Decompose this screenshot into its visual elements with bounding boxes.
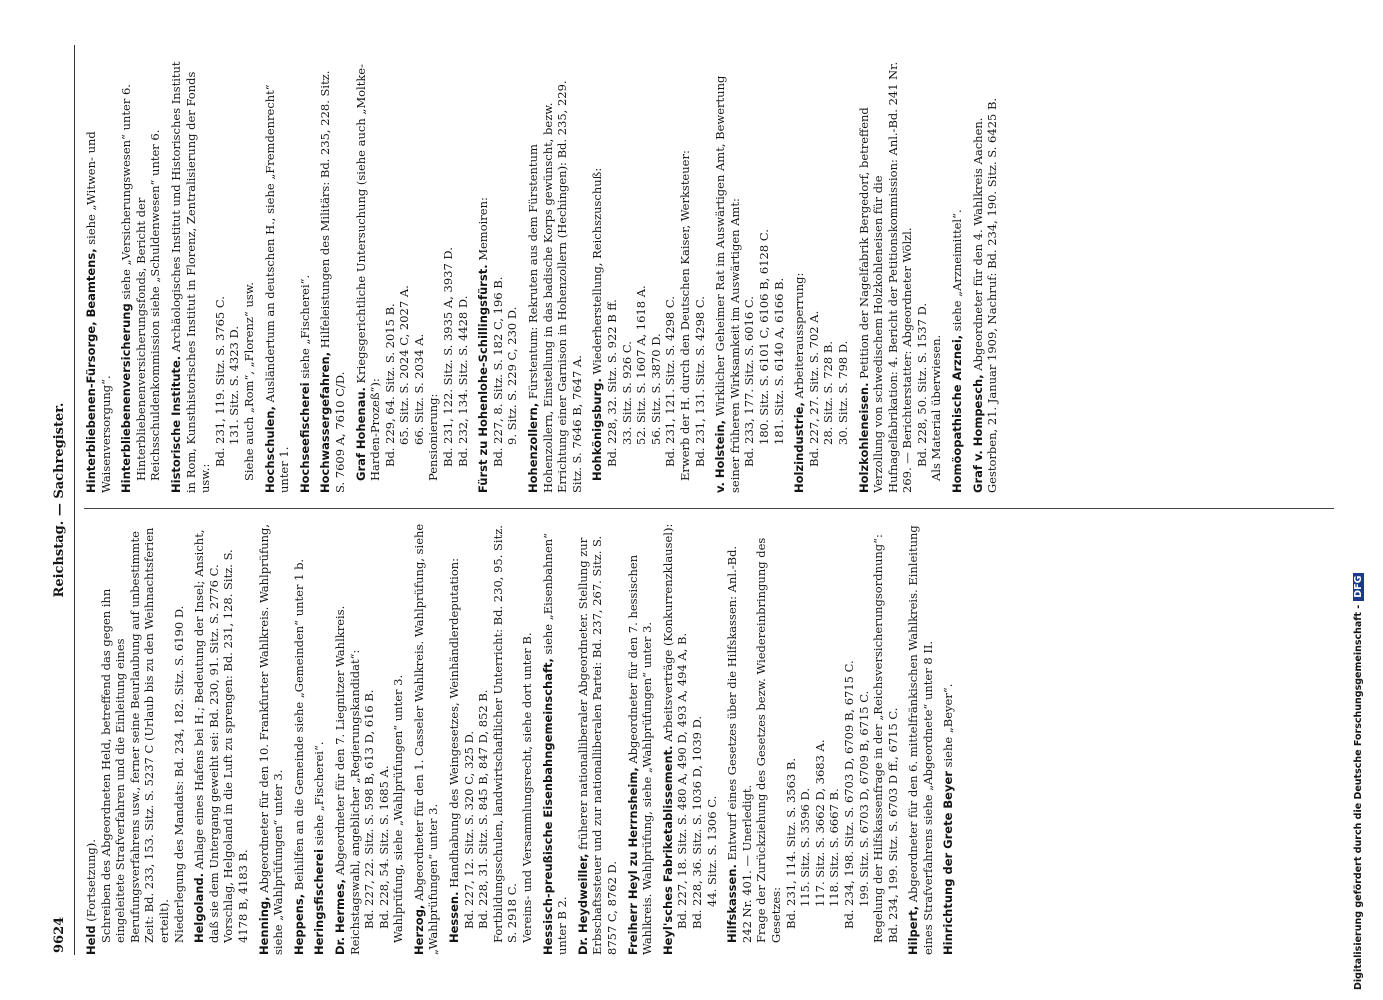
register-entry xyxy=(971,61,1000,493)
entry-line xyxy=(929,61,944,493)
entry-line xyxy=(856,58,915,493)
entry-keyword: Hochschulen, xyxy=(262,406,277,493)
entry-line xyxy=(505,61,520,493)
entry-text: 117. Sitz. S. 3662 D, 3683 A. xyxy=(812,739,827,907)
entry-line xyxy=(168,57,213,493)
entry-line xyxy=(971,61,1000,493)
entry-line xyxy=(412,61,427,493)
entry-text: 66. Sitz. S. 2034 A. xyxy=(411,333,426,445)
entry-line xyxy=(256,520,286,955)
entry-line xyxy=(411,520,441,955)
entry-text: 33. Sitz. S. 926 C. xyxy=(619,341,634,445)
entry-line xyxy=(441,61,456,493)
entry-line xyxy=(119,61,134,493)
entry-text: Wirklicher Geheimer Rat im Auswärtigen Amt, Bewertung seiner früheren Wirksamkeit im Auswärtigen Amt: xyxy=(713,71,742,493)
entry-text: siehe „Versicherungswesen“ unter 6. xyxy=(119,84,134,300)
entry-line xyxy=(798,523,813,955)
entry-line xyxy=(221,523,250,955)
entry-line xyxy=(772,61,787,493)
entry-text: früherer nationalliberaler Abgeordneter. Stellung zur Erbschaftssteuer und zur nationalliberalen Partei: Bd. 237, 267. Sitz. S. 8757 C, 8762 D. xyxy=(575,532,619,955)
entry-line xyxy=(620,61,635,493)
entry-text: Entwurf eines Gesetzes über die Hilfskassen: Anl.-Bd. 242 Nr. 401. — Unerledigt. xyxy=(725,542,754,943)
entry-text: 30. Sitz. S. 798 D. xyxy=(835,340,850,445)
entry-line xyxy=(242,61,257,493)
entry-line xyxy=(377,523,392,955)
page-header xyxy=(50,45,74,955)
entry-line xyxy=(941,523,956,955)
entry-text: Abgeordneter für den 10. Frankfurter Wahlkreis. Wahlprüfung, siehe „Wahlprüfungen“ unter 3. xyxy=(256,520,286,955)
entry-text: 52. Sitz. S. 1607 A, 1618 A. xyxy=(634,285,649,445)
entry-line xyxy=(383,61,398,493)
register-entry xyxy=(292,523,307,955)
entry-line xyxy=(757,61,772,493)
entry-line xyxy=(172,523,187,955)
entry-line xyxy=(678,61,693,493)
column-divider xyxy=(84,508,1334,509)
entry-text: siehe „Fischerei“. xyxy=(297,274,312,379)
entry-text: Bd. 231, 131. Sitz. S. 4298 C. xyxy=(692,296,707,467)
entry-text: siehe „Beyer“. xyxy=(941,683,956,768)
entry-line xyxy=(857,523,872,955)
entry-keyword: Heringsfischerei xyxy=(312,849,327,955)
entry-text: 28. Sitz. S. 728 B. xyxy=(821,341,836,445)
register-entry xyxy=(713,61,786,493)
entry-line xyxy=(491,523,520,955)
register-entry xyxy=(84,61,113,493)
entry-text: 180. Sitz. S. 6101 C, 6106 B, 6128 C. xyxy=(756,229,771,445)
entry-text: Arbeitsverträge (Konkurrenzklausel): xyxy=(660,523,675,742)
entry-keyword: Hessen. xyxy=(447,891,462,943)
entry-keyword: Hilfskassen. xyxy=(725,864,740,943)
register-entry xyxy=(725,523,900,955)
entry-text: Bd. 233, 177. Sitz. S. 6016 C. xyxy=(742,296,757,467)
entry-text: Bd. 228, 31. Sitz. S. 845 B, 847 D, 852 B. xyxy=(476,689,491,929)
entry-line xyxy=(725,523,754,955)
entry-keyword: v. Holstein, xyxy=(713,419,728,493)
entry-line xyxy=(693,61,708,493)
entry-text: Bd. 228, 36. Sitz. S. 1036 D, 1039 D. xyxy=(689,715,704,929)
entry-line xyxy=(626,523,655,955)
credit-text: Digitalisierung gefördert durch die Deutsche Forschungsgemeinschaft - xyxy=(1353,604,1364,990)
entry-keyword: Hohkönigsburg. xyxy=(590,378,605,481)
entry-text: Wiederherstellung, Reichszuschuß: xyxy=(590,167,605,375)
entry-keyword: Homöopathische Arznei, xyxy=(950,334,965,493)
register-entry xyxy=(661,523,719,955)
entry-line xyxy=(397,61,412,493)
register-entry xyxy=(411,520,441,955)
entry-line xyxy=(649,61,664,493)
register-entry xyxy=(298,61,313,493)
entry-text: Bd. 228, 54. Sitz. S. 1685 A. xyxy=(376,765,391,929)
entry-keyword: Dr. Heydweiller, xyxy=(575,853,590,955)
entry-line xyxy=(354,61,383,493)
header-rule xyxy=(74,45,75,955)
entry-line xyxy=(333,523,362,955)
entry-line xyxy=(134,61,163,493)
entry-text: Hinterbliebenenversicherungsfonds, Bericht der Reichsschuldenkommission siehe „Schuldenwesen“ unter 6. xyxy=(133,129,163,481)
entry-keyword: Henning, xyxy=(256,896,271,955)
entry-text: 56. Sitz. S. 3870 D. xyxy=(648,333,663,445)
entry-line xyxy=(663,61,678,493)
entry-line xyxy=(227,61,242,493)
entry-line xyxy=(476,523,491,955)
entry-text: (Fortsetzung). xyxy=(84,839,98,922)
entry-text: Bd. 227, 22. Sitz. S. 598 B, 613 D, 616 B. xyxy=(362,689,377,929)
register-entry xyxy=(590,61,707,493)
register-entry xyxy=(192,523,250,955)
entry-line xyxy=(576,523,620,955)
entry-line xyxy=(915,61,930,493)
entry-text: Abgeordneter für den 4. Wahlkreis Aachen. Gestorben, 21. Januar 1909, Nachruf: Bd. 234, 190. Sitz. S. 6425 B. xyxy=(970,97,1000,493)
entry-keyword: Heppens, xyxy=(291,893,306,955)
entry-text: 65. Sitz. S. 2024 C, 2027 A. xyxy=(397,285,412,445)
entry-text: Bd. 227, 8. Sitz. S. 182 C, 196 B. xyxy=(490,276,505,467)
entry-keyword: Holzindustrie, xyxy=(792,402,807,493)
right-column xyxy=(84,57,1006,493)
register-entry xyxy=(950,61,965,493)
register-entry xyxy=(168,57,257,493)
register-entry xyxy=(318,61,347,493)
register-entry xyxy=(792,61,850,493)
register-entry xyxy=(856,58,945,493)
entry-line xyxy=(675,523,690,955)
register-entry xyxy=(119,61,163,493)
register-entry xyxy=(256,520,286,955)
entry-keyword: Holzkohleneisen. xyxy=(856,382,871,493)
entry-text: 9. Sitz. S. 229 C, 230 D. xyxy=(505,306,520,445)
page-title: Reichstag. — Sachregister. xyxy=(52,402,67,598)
entry-text: Bd. 228, 50. Sitz. S. 1537 D. xyxy=(914,302,929,467)
entry-keyword: Hinrichtung der Grete Beyer xyxy=(941,771,956,955)
entry-text: 118. Sitz. S. 6667 B. xyxy=(827,788,842,907)
entry-text: 199. Sitz. S. 6703 D, 6709 B, 6715 C. xyxy=(856,690,871,907)
entry-keyword: Fürst zu Hohenlohe-Schillingsfürst. xyxy=(476,264,491,493)
entry-text: Fürstentum: Rekruten aus dem Fürstentum Hohenzollern, Einstellung in das badische Korps gewünscht, bezw. Errichtung einer Garnison in Hohenzollern (Hechingen): Bd. 235, 229. Sitz. S. 7646 B, 7647 A. xyxy=(526,76,584,493)
entry-keyword: Hohenzollern, xyxy=(526,402,541,493)
entry-line xyxy=(292,523,307,955)
entry-text: Kriegsgerichtliche Untersuchung (siehe auch „Moltke-Harden-Prozeß“): xyxy=(353,63,383,481)
entry-line xyxy=(192,523,221,955)
entry-text: siehe „Witwen- und Waisenversorgung“. xyxy=(84,127,113,493)
entry-line xyxy=(312,523,327,955)
entry-line xyxy=(906,523,935,955)
register-entry xyxy=(354,61,471,493)
entry-line xyxy=(362,523,377,955)
entry-text: Bd. 227, 27. Sitz. S. 702 A. xyxy=(806,310,821,467)
entry-keyword: Herzog, xyxy=(411,904,426,955)
entry-keyword: Heyl'sches Fabriketablissement. xyxy=(660,745,675,955)
page-number: 9624 xyxy=(52,916,67,953)
entry-line xyxy=(491,61,506,493)
entry-text: Bd. 231, 119. Sitz. S. 3765 C. xyxy=(212,296,227,467)
entry-text: Beihilfen an die Gemeinde siehe „Gemeinden“ unter 1 b. xyxy=(291,558,306,891)
entry-line xyxy=(871,523,900,955)
entry-line xyxy=(742,61,757,493)
entry-line xyxy=(836,61,851,493)
register-entry xyxy=(333,523,406,955)
entry-text: siehe „Eisenbahnen“ unter B 2. xyxy=(540,529,570,955)
entry-text: Bd. 228, 32. Sitz. S. 922 B ff. xyxy=(605,299,619,467)
entry-text: Bd. 231, 122. Sitz. S. 3935 A, 3937 D. xyxy=(441,247,456,467)
register-entry xyxy=(447,523,535,955)
entry-line xyxy=(99,523,172,955)
register-entry xyxy=(84,523,186,955)
entry-text: Bd. 232, 134. Sitz. S. 4428 D. xyxy=(455,295,470,467)
entry-keyword: Helgoland. xyxy=(192,873,207,943)
entry-text: Archäologisches Institut und Historisches Institut in Rom, Kunsthistorisches Institut in Florenz, Zentralisierung der Fonds usw.: xyxy=(168,57,213,493)
entry-keyword: Dr. Hermes, xyxy=(332,878,347,955)
entry-text: Fortbildungsschulen, landwirtschaftlicher Unterricht: Bd. 230, 95. Sitz. S. 2918 C. xyxy=(490,521,520,943)
entry-keyword: Freiherr Heyl zu Herrnsheim, xyxy=(625,767,640,955)
entry-text: 115. Sitz. S. 3596 D. xyxy=(798,788,813,907)
entry-text: Wahlprüfung, siehe „Wahlprüfungen“ unter 3. xyxy=(391,674,406,943)
entry-text: Abgeordneter für den 7. Liegnitzer Wahlkreis. Reichstagswahl, angeblicher „Regierungskandidat“: xyxy=(332,602,362,955)
register-entry xyxy=(576,523,620,955)
entry-line xyxy=(520,523,535,955)
entry-text: Erwerb der H. durch den Deutschen Kaiser, Werksteuer: xyxy=(677,150,692,481)
entry-line xyxy=(754,523,783,955)
register-entry xyxy=(906,523,935,955)
entry-text: Handhabung des Weingesetzes, Weinhändlerdeputation: xyxy=(447,557,462,888)
register-entry xyxy=(263,61,292,493)
entry-text: Bd. 234, 198. Sitz. S. 6703 D, 6709 B, 6715 C. xyxy=(841,660,856,929)
rotated-register-page xyxy=(50,45,1340,955)
entry-line xyxy=(84,61,113,493)
entry-text: Ausländertum an deutschen H., siehe „Fremdenrecht“ unter 1. xyxy=(262,80,292,493)
entry-line xyxy=(447,523,462,955)
entry-text: Petition der Nagelfabrik Bergedorf, betreffend Verzollung von schwedischem Holzkohleneisen für die Hufnagelfabrikation: 4. Bericht der Petitionskommission: Anl.-Bd. 241 Nr. 269. — Berichterstatter: Abgeordneter Wölzl. xyxy=(856,58,915,493)
entry-text: Hilfeleistungen des Militärs: Bd. 235, 228. Sitz. S. 7609 A, 7610 C/D. xyxy=(318,66,347,493)
entry-text: Arbeiteraussperrung: xyxy=(792,272,807,399)
entry-line xyxy=(541,523,570,955)
entry-line xyxy=(842,523,857,955)
entry-text: Regelung der Hilfskassenfrage in der „Reichsversicherungsordnung“: Bd. 234, 199. Sitz. S. 6703 D ff., 6715 C. xyxy=(871,530,900,943)
entry-text: Bd. 227, 18. Sitz. S. 480 A, 490 D, 493 A, 494 A, B. xyxy=(675,632,690,929)
register-entry xyxy=(526,61,584,493)
entry-line xyxy=(298,61,313,493)
entry-keyword: Hinterbliebenenversicherung xyxy=(119,303,134,493)
entry-line xyxy=(690,523,705,955)
entry-line xyxy=(821,61,836,493)
entry-line xyxy=(213,61,228,493)
entry-text: siehe „Arzneimittel“. xyxy=(950,209,965,332)
entry-text: Memoiren: xyxy=(476,197,491,261)
entry-text: Pensionierung: xyxy=(426,393,441,481)
entry-keyword: Hinterbliebenen-Fürsorge, Beamtens, xyxy=(84,248,98,493)
entry-line xyxy=(792,61,807,493)
left-column xyxy=(84,520,962,955)
entry-line xyxy=(476,61,491,493)
entry-keyword: Hochseefischerei xyxy=(297,382,312,493)
entry-text: 131. Sitz. S. 4323 D. xyxy=(227,326,242,445)
entry-text: Abgeordneter für den 6. mittelfränkischen Wahlkreis. Einleitung eines Strafverfahrens siehe „Abgeordnete“ unter 8 II. xyxy=(906,521,935,955)
register-entry xyxy=(626,523,655,955)
entry-text: Bd. 229, 64. Sitz. S. 2015 B. xyxy=(382,303,397,467)
entry-text: Frage der Zurückziehung des Gesetzes bezw. Wiedereinbringung des Gesetzes: xyxy=(754,534,783,943)
entry-text: siehe „Fischerei“. xyxy=(312,741,327,846)
entry-text: Vereins- und Versammlungsrecht, siehe dort unter B. xyxy=(520,632,535,943)
entry-text: Bd. 227, 12. Sitz. S. 320 C, 325 D. xyxy=(461,730,476,929)
entry-line xyxy=(456,61,471,493)
entry-line xyxy=(713,61,742,493)
entry-line xyxy=(813,523,828,955)
entry-line xyxy=(661,523,676,955)
entry-line xyxy=(263,61,292,493)
entry-keyword: Hessisch-preußische Eisenbahngemeinschaft, xyxy=(540,658,555,955)
entry-text: Als Material überwiesen. xyxy=(929,334,944,481)
entry-line xyxy=(526,61,584,493)
entry-line xyxy=(391,523,406,955)
entry-keyword: Held xyxy=(84,925,98,955)
entry-keyword: Graf Hohenau. xyxy=(353,387,368,481)
entry-text: Bd. 231, 121. Sitz. S. 4298 C. xyxy=(663,296,678,467)
entry-line xyxy=(462,523,477,955)
entry-text: 44. Sitz. S. 1306 C. xyxy=(704,795,719,907)
entry-line xyxy=(590,61,605,493)
digitization-credit xyxy=(1353,5,1367,990)
entry-text: Niederlegung des Mandats: Bd. 234, 182. Sitz. S. 6190 D. xyxy=(171,605,186,943)
register-entry xyxy=(312,523,327,955)
entry-line xyxy=(318,61,347,493)
entry-text: Bd. 231, 114. Sitz. S. 3563 B. xyxy=(783,757,798,929)
entry-keyword: Hochwassergefahren, xyxy=(318,351,333,493)
entry-keyword: Historische Institute. xyxy=(168,355,183,493)
entry-line xyxy=(84,523,99,955)
register-entry xyxy=(476,61,520,493)
entry-text: Anlage eines Hafens bei H.; Bedeutung der Insel; Ansicht, daß sie dem Untergang geweiht sei: Bd. 230, 91. Sitz. S. 2776 C. xyxy=(192,525,221,943)
entry-line xyxy=(827,523,842,955)
entry-text: Schreiben des Abgeordneten Held, betreffend das gegen ihn eingeleitete Strafverfahren und die Einleitung eines Berufungsverfahrens usw., ferner seine Beurlaubung auf unbestimmte Zeit: Bd. 233, 153. Sitz. S. 5237 C (Urlaub bis zu den Weihnachtsferien erteilt). xyxy=(98,523,171,943)
dfg-logo: DFG xyxy=(1353,573,1364,601)
entry-line xyxy=(605,61,620,493)
register-entry xyxy=(541,523,570,955)
entry-text: Siehe auch „Rom“, „Florenz“ usw. xyxy=(241,282,256,481)
entry-text: Abgeordneter für den 1. Casseler Wahlkreis. Wahlprüfung, siehe „Wahlprüfungen“ unter 3. xyxy=(411,520,441,955)
entry-line xyxy=(784,523,799,955)
entry-keyword: Hilpert, xyxy=(906,905,921,955)
entry-line xyxy=(950,61,965,493)
entry-line xyxy=(807,61,822,493)
entry-line xyxy=(426,61,441,493)
register-entry xyxy=(941,523,956,955)
entry-keyword: Graf v. Hompesch, xyxy=(970,374,985,493)
entry-text: Abgeordneter für den 7. hessischen Wahlkreis. Wahlprüfung, siehe „Wahlprüfungen“ unter 3. xyxy=(625,551,655,955)
entry-text: Vorschlag, Helgoland in die Luft zu sprengen: Bd. 231, 128. Sitz. S. 4178 B, 4183 B. xyxy=(221,545,250,943)
entry-line xyxy=(634,61,649,493)
entry-text: 181. Sitz. S. 6140 A, 6166 B. xyxy=(771,277,786,445)
entry-line xyxy=(705,523,720,955)
